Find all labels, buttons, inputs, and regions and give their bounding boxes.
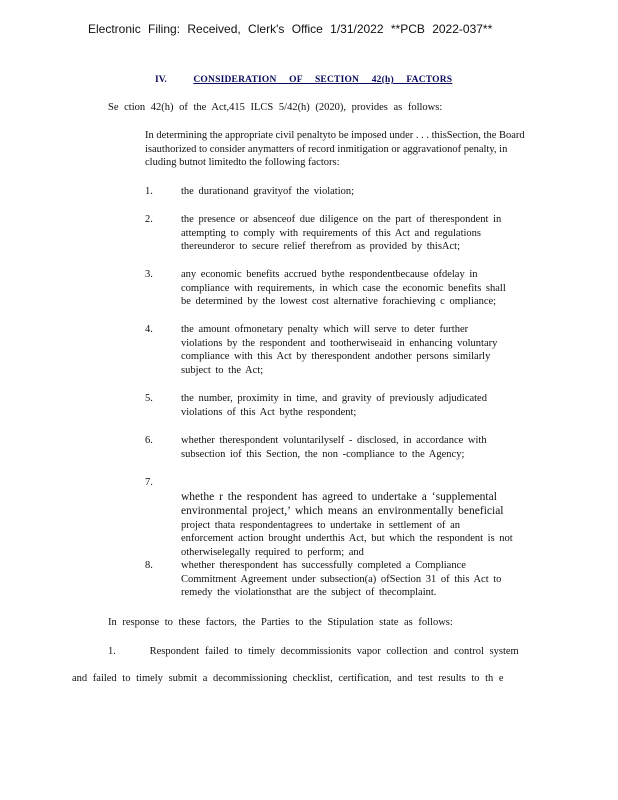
- factor-text: whether therespondent voluntarilyself - disclosed, in accordance with subsection iof this Section, the non -compliance to the Agency;: [181, 435, 487, 460]
- factor-text-group: [181, 476, 541, 559]
- factor-text: the amount ofmonetary penalty which will serve to deter further violations by the respondent and tootherwiseaid in enhancing voluntary compliance with this Act by therespondent andother persons similarly subject to the Act;: [181, 324, 498, 376]
- stipulation-text: Respondent failed to timely decommissionits vapor collection and control system: [149, 646, 519, 657]
- stipulation-number: 1.: [108, 646, 116, 657]
- factor-number: 2.: [145, 214, 153, 225]
- conclusion-paragraph: In response to these factors, the Parties to the Stipulation state as follows:: [108, 617, 453, 628]
- section-title: CONSIDERATION OF SECTION 42(h) FACTORS: [193, 75, 453, 85]
- intro-paragraph: Se ction 42(h) of the Act,415 ILCS 5/42(h) (2020), provides as follows:: [108, 102, 443, 113]
- section-heading: [155, 75, 452, 85]
- factor-number: 5.: [145, 393, 153, 404]
- factor-number: 1.: [145, 186, 153, 197]
- factor-text: whether therespondent has successfully completed a Compliance Commitment Agreement under subsection(a) ofSection 31 of this Act to remedy the violationsthat are the subject of thecomplaint.: [181, 560, 502, 598]
- stipulation-continuation: and failed to timely submit a decommissioning checklist, certification, and test results to th e: [72, 673, 504, 684]
- factor-number: 8.: [145, 560, 153, 571]
- stipulation-item: [108, 645, 519, 659]
- factor-number: 6.: [145, 435, 153, 446]
- filing-header: Electronic Filing: Received, Clerk's Office 1/31/2022 **PCB 2022-037**: [88, 22, 493, 36]
- factor-text-emphasis: whethe r the respondent has agreed to undertake a ‘supplemental environmental project,’ which means an environmentally beneficial: [181, 490, 504, 517]
- factor-text: the number, proximity in time, and gravity of previously adjudicated violations of this Act bythe respondent;: [181, 393, 487, 418]
- factor-number: 7.: [145, 477, 153, 488]
- block-quote: In determining the appropriate civil penaltyto be imposed under . . . thisSection, the Board isauthorized to consider anymatters of record inmitigation or aggravationof penalty, in cluding butnot limitedto the following factors:: [145, 130, 525, 168]
- factor-number: 3.: [145, 269, 153, 280]
- factor-text: the presence or absenceof due diligence on the part of therespondent in attempting to comply with requirements of this Act and regulations thereunderor to secure relief therefrom as provided by thisAct;: [181, 214, 502, 252]
- factor-text: any economic benefits accrued bythe respondentbecause ofdelay in compliance with requirements, in which case the economic benefits shall be determined by the lowest cost alternative forachieving c ompliance;: [181, 269, 506, 307]
- factor-number: 4.: [145, 324, 153, 335]
- factor-text: the durationand gravityof the violation;: [181, 186, 355, 197]
- section-number: IV.: [155, 75, 167, 85]
- factor-text: project thata respondentagrees to undertake in settlement of an enforcement action brought underthis Act, but which the respondent is not otherwiselegally required to perform; and: [181, 519, 513, 558]
